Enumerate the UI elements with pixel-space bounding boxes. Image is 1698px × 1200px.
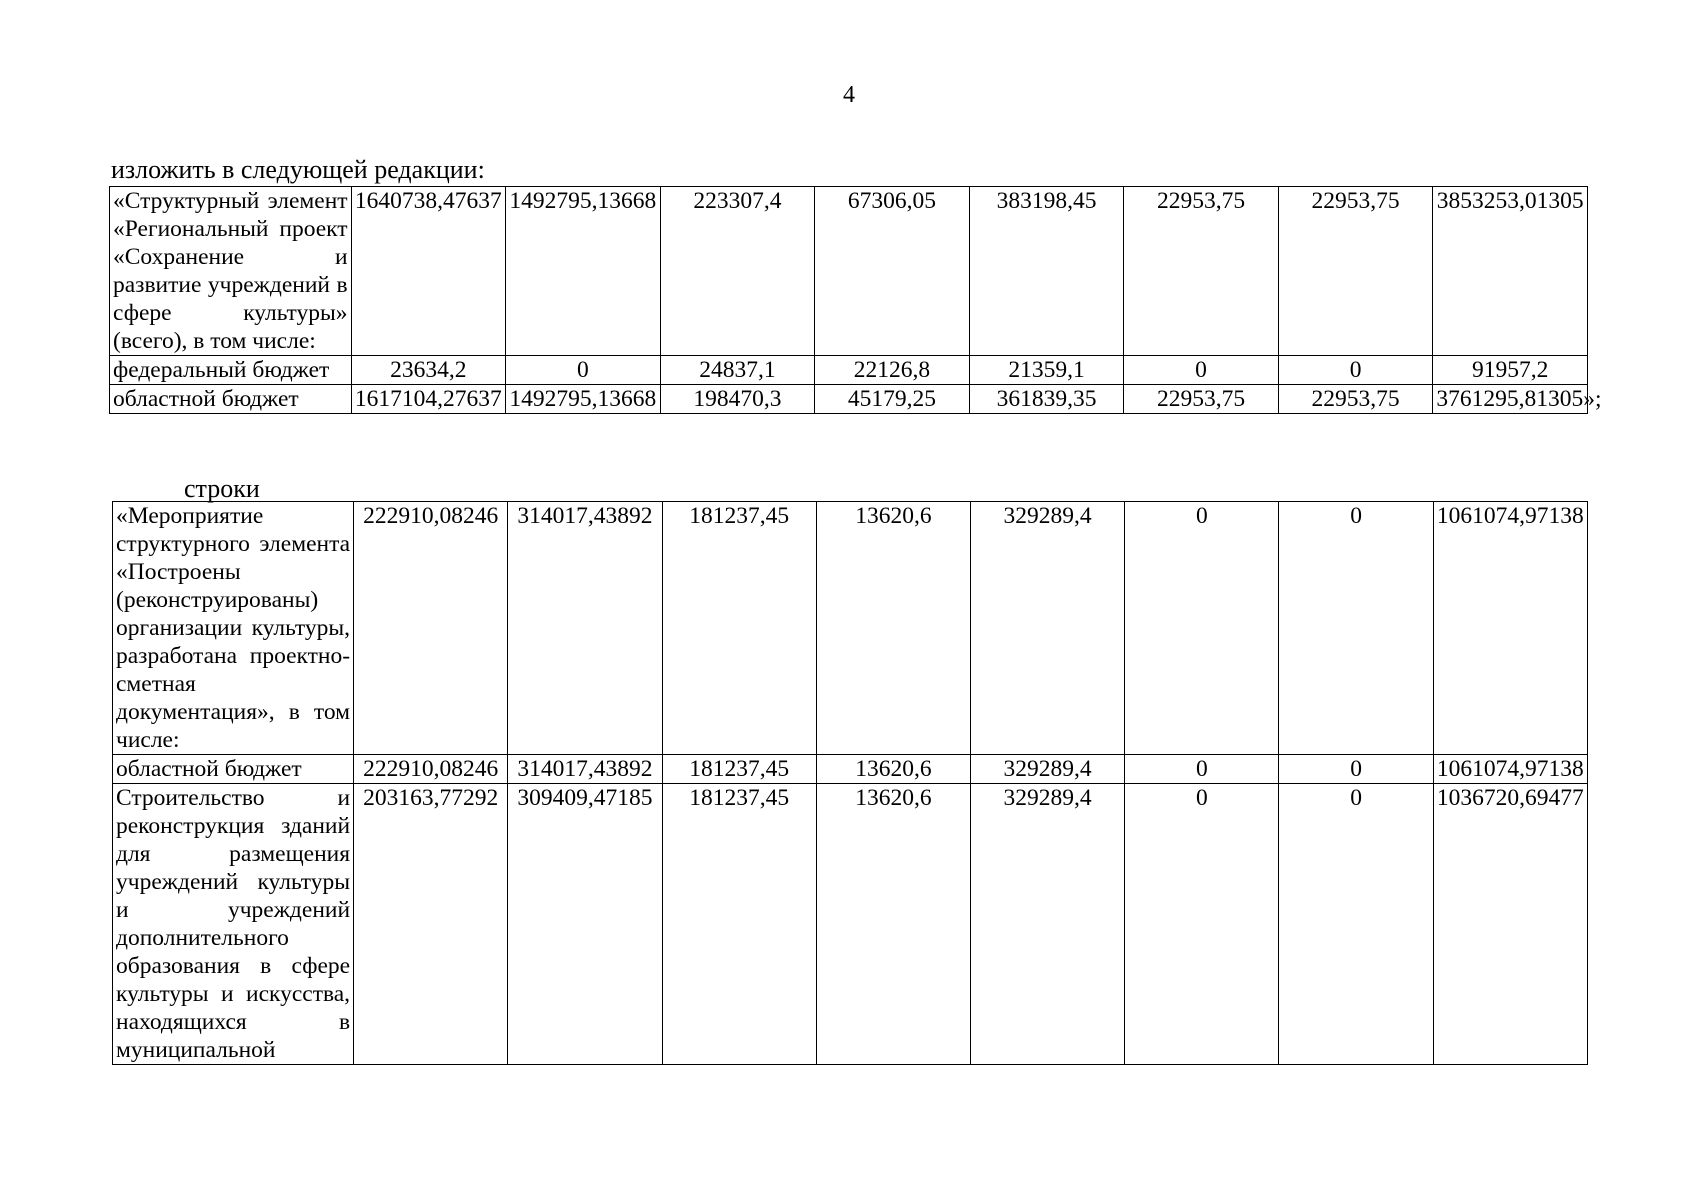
value-cell: 13620,6 [816, 502, 970, 755]
table-row [113, 784, 1588, 1065]
value-cell: 223307,4 [660, 187, 815, 356]
row-label: федеральный бюджет [110, 356, 352, 385]
value-cell: 22953,75 [1278, 187, 1433, 356]
value-cell: 222910,08246 [354, 502, 508, 755]
strings-text: строки [184, 474, 260, 503]
row-label: «Структурный элемент «Региональный проект «Сохранение и развитие учреждений в сфере культуры» (всего), в том числе: [110, 187, 352, 356]
funding-table-rows [112, 501, 1588, 1065]
value-cell: 0 [506, 356, 661, 385]
table-row [113, 755, 1588, 784]
value-cell: 67306,05 [815, 187, 970, 356]
value-cell: 314017,43892 [508, 502, 662, 755]
value-cell: 1036720,69477 [1433, 784, 1587, 1065]
table-row [110, 356, 1588, 385]
value-cell: 1617104,27637 [351, 385, 506, 414]
value-cell: 329289,4 [971, 502, 1125, 755]
value-cell: 23634,2 [351, 356, 506, 385]
value-cell: 181237,45 [662, 502, 816, 755]
value-cell: 0 [1125, 755, 1279, 784]
value-cell: 383198,45 [969, 187, 1124, 356]
value-cell: 0 [1279, 755, 1433, 784]
value-cell: 309409,47185 [508, 784, 662, 1065]
value-cell: 13620,6 [816, 784, 970, 1065]
funding-table-new [109, 186, 1602, 414]
table-row [113, 502, 1588, 755]
value-cell: 329289,4 [971, 755, 1125, 784]
value-cell: 13620,6 [816, 755, 970, 784]
value-cell: 203163,77292 [354, 784, 508, 1065]
value-cell: 314017,43892 [508, 755, 662, 784]
value-cell: 361839,35 [969, 385, 1124, 414]
value-cell: 22953,75 [1124, 385, 1279, 414]
value-cell: 3853253,01305 [1433, 187, 1588, 356]
value-cell: 91957,2 [1433, 356, 1588, 385]
value-cell: 0 [1125, 784, 1279, 1065]
value-cell: 1492795,13668 [506, 187, 661, 356]
value-cell: 24837,1 [660, 356, 815, 385]
value-cell: 22953,75 [1124, 187, 1279, 356]
value-cell: 1492795,13668 [506, 385, 661, 414]
value-cell: 0 [1278, 356, 1433, 385]
value-cell: 1061074,97138 [1433, 755, 1587, 784]
value-cell: 329289,4 [971, 784, 1125, 1065]
value-cell: 0 [1124, 356, 1279, 385]
row-label: «Мероприятие структурного элемента «Построены (реконструированы) организации культуры, разработана проектно-сметная документация», в том числе: [113, 502, 354, 755]
value-cell: 181237,45 [662, 755, 816, 784]
value-cell: 0 [1125, 502, 1279, 755]
row-label: областной бюджет [113, 755, 354, 784]
row-label: областной бюджет [110, 385, 352, 414]
value-cell: 1640738,47637 [351, 187, 506, 356]
row-label: Строительство и реконструкция зданий для размещения учреждений культуры и учреждений дополнительного образования в сфере культуры и искусства, находящихся в муниципальной [113, 784, 354, 1065]
value-cell: 222910,08246 [354, 755, 508, 784]
value-cell: 22953,75 [1278, 385, 1433, 414]
value-cell: 22126,8 [815, 356, 970, 385]
value-cell: 0 [1279, 502, 1433, 755]
value-cell: 3761295,81305»; [1433, 385, 1588, 414]
value-cell: 21359,1 [969, 356, 1124, 385]
value-cell: 181237,45 [662, 784, 816, 1065]
value-cell: 45179,25 [815, 385, 970, 414]
table-row [110, 385, 1588, 414]
page-number: 4 [843, 82, 855, 108]
intro-text: изложить в следующей редакции: [111, 155, 485, 184]
table-row [110, 187, 1588, 356]
value-cell: 1061074,97138 [1433, 502, 1587, 755]
value-cell: 198470,3 [660, 385, 815, 414]
value-cell: 0 [1279, 784, 1433, 1065]
